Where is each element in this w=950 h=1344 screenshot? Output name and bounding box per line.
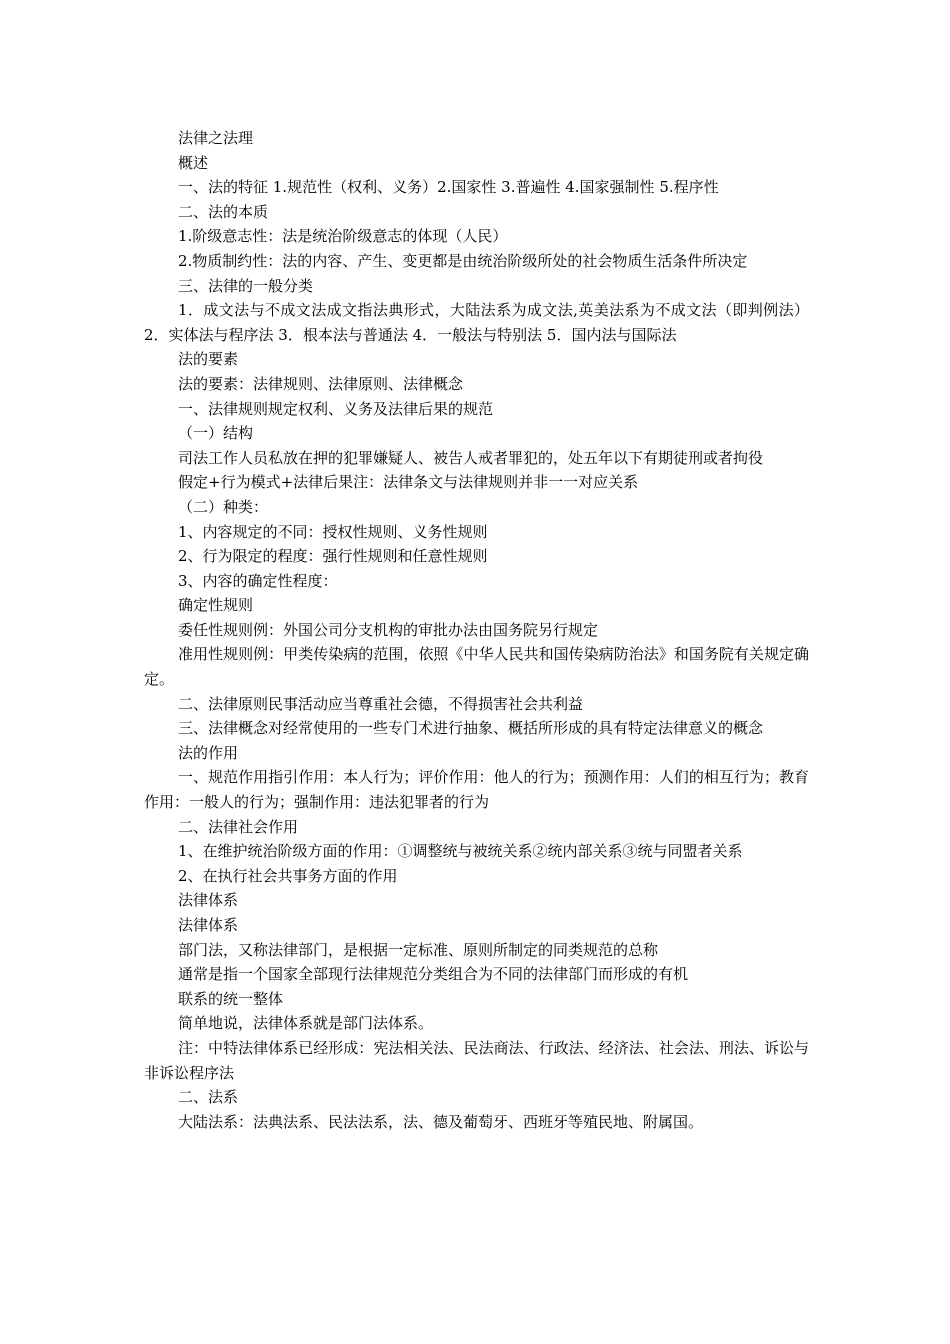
paragraph: 一、法律规则规定权利、义务及法律后果的规范 [178,399,494,418]
paragraph: 准用性规则例：甲类传染病的范围，依照《中华人民共和国传染病防治法》和国务院有关规定确定。 [144,645,809,689]
paragraph: 二、法的本质 [178,202,269,221]
paragraph: （一）结构 [178,424,254,443]
paragraph: 概述 [178,153,209,172]
paragraph: 法的要素 [178,350,239,369]
paragraph: 2、行为限定的程度：强行性规则和任意性规则 [178,547,488,566]
paragraph: 1.阶级意志性：法是统治阶级意志的体现（人民） [178,227,508,246]
paragraph: 三、法律概念对经常使用的一些专门术进行抽象、概括所形成的具有特定法律意义的概念 [178,719,764,738]
paragraph: 注：中特法律体系已经形成：宪法相关法、民法商法、行政法、经济法、社会法、刑法、诉讼与非诉讼程序法 [144,1038,809,1082]
paragraph: 1、在维护统治阶级方面的作用：①调整统与被统关系②统内部关系③统与同盟者关系 [178,842,743,861]
paragraph: 法律体系 [178,916,239,934]
paragraph: 二、法律社会作用 [178,817,299,836]
paragraph: 确定性规则 [178,596,254,615]
paragraph: 二、法律原则民事活动应当尊重社会德，不得损害社会共利益 [178,694,584,713]
paragraph: 三、法律的一般分类 [178,276,314,295]
paragraph: 3、内容的确定性程度： [178,571,338,590]
document-body [144,126,809,1134]
paragraph: 法律之法理 [178,129,254,147]
paragraph: 联系的统一整体 [178,989,284,1008]
paragraph: 一、法的特征 1.规范性（权利、义务）2.国家性 3.普遍性 4.国家强制性 5.程序性 [178,178,719,197]
paragraph: 1、内容规定的不同：授权性规则、义务性规则 [178,522,488,541]
paragraph: 2、在执行社会共事务方面的作用 [178,866,398,885]
paragraph: 法的要素：法律规则、法律原则、法律概念 [178,374,464,393]
paragraph: 一、规范作用指引作用：本人行为；评价作用：他人的行为；预测作用：人们的相互行为；教育作用：一般人的行为；强制作用：违法犯罪者的行为 [144,768,809,812]
paragraph: 委任性规则例：外国公司分支机构的审批办法由国务院另行规定 [178,620,599,639]
paragraph: 通常是指一个国家全部现行法律规范分类组合为不同的法律部门而形成的有机 [178,965,689,984]
paragraph: 法的作用 [178,743,239,762]
paragraph: 假定+行为模式+法律后果注：法律条文与法律规则并非一一对应关系 [178,473,639,492]
paragraph: 司法工作人员私放在押的犯罪嫌疑人、被告人戒者罪犯的，处五年以下有期徒刑或者拘役 [178,448,764,467]
paragraph: 简单地说，法律体系就是部门法体系。 [178,1014,434,1033]
paragraph: 1．成文法与不成文法成文指法典形式，大陆法系为成文法,英美法系为不成文法（即判例法）2．实体法与程序法 3．根本法与普通法 4．一般法与特别法 5．国内法与国际法 [144,301,809,344]
paragraph: 法律体系 [178,891,239,910]
paragraph: 部门法，又称法律部门，是根据一定标准、原则所制定的同类规范的总称 [178,940,659,959]
paragraph: （二）种类： [178,497,269,516]
paragraph: 二、法系 [178,1088,239,1107]
paragraph: 大陆法系：法典法系、民法法系，法、德及葡萄牙、西班牙等殖民地、附属国。 [178,1112,704,1131]
paragraph: 2.物质制约性：法的内容、产生、变更都是由统治阶级所处的社会物质生活条件所决定 [178,251,748,270]
